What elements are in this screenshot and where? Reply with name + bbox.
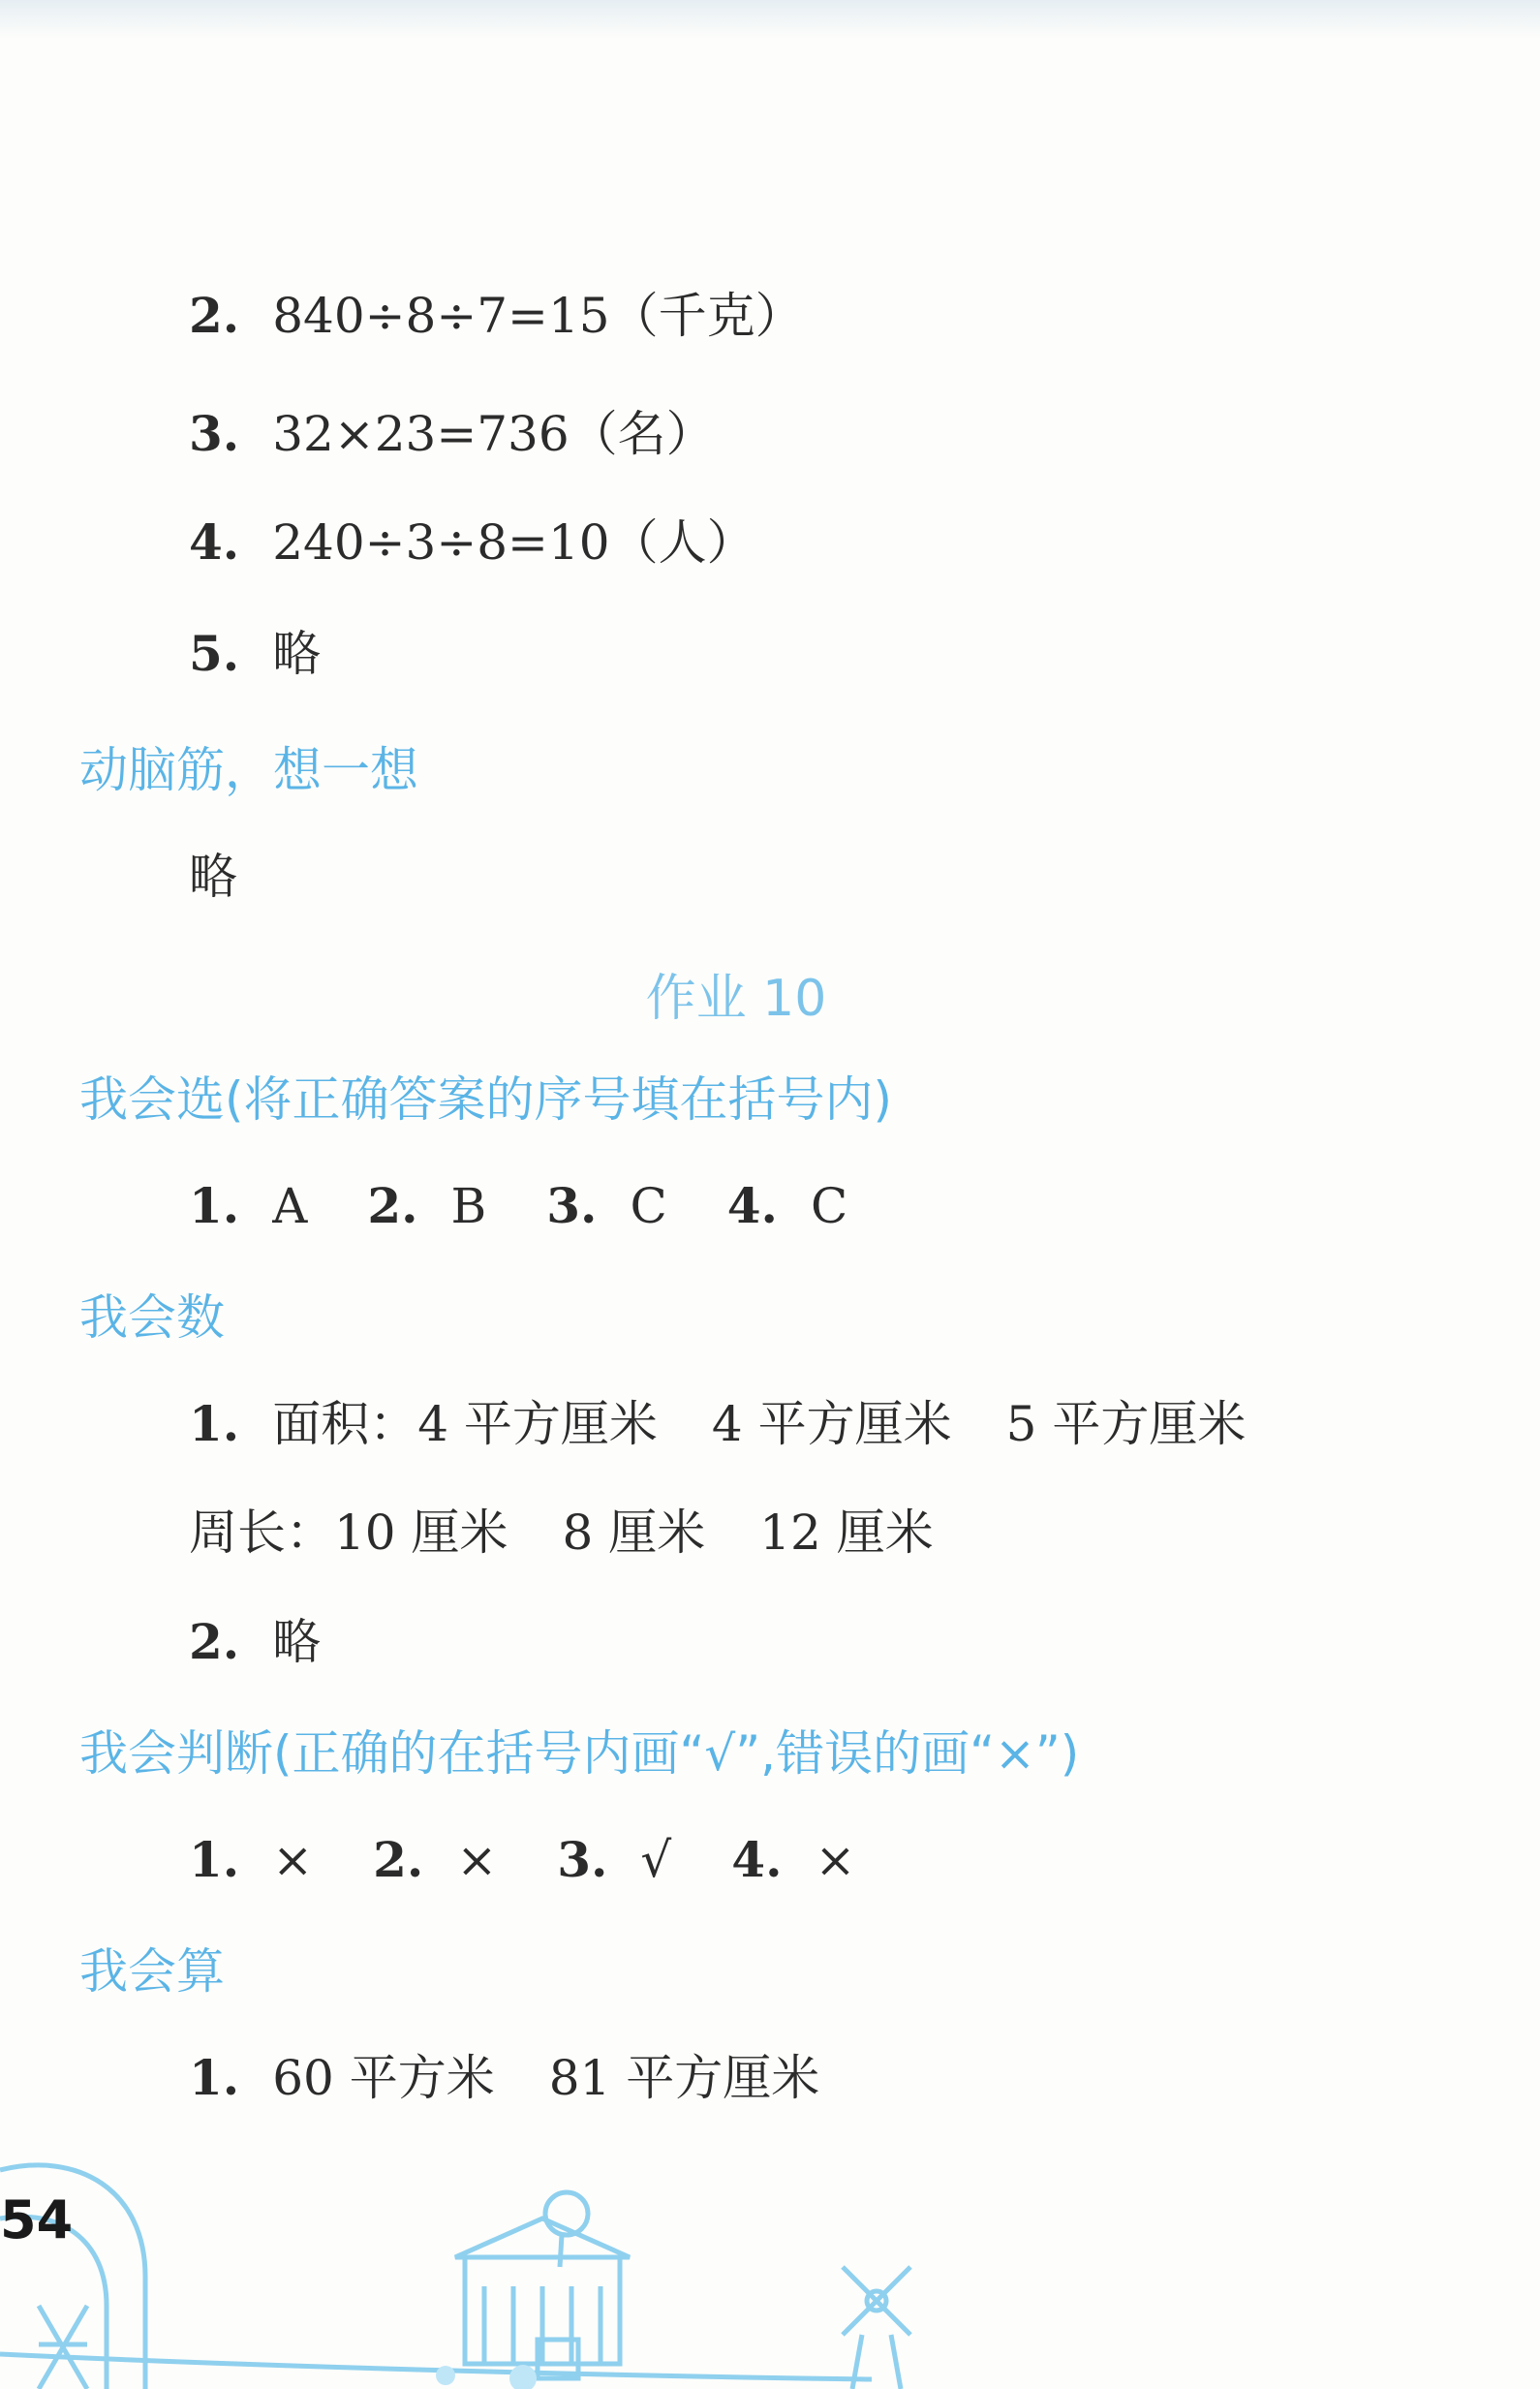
section-heading-judge: 我会判断(正确的在括号内画“√”,错误的画“×”) xyxy=(79,1725,1080,1782)
item-number: 2. xyxy=(189,287,240,344)
choice-item: 1. A xyxy=(189,1177,308,1234)
answer-text: 240÷3÷8=10（人） xyxy=(272,514,755,571)
answer-text: 840÷8÷7=15（千克） xyxy=(272,288,804,344)
answer-line-3 xyxy=(189,405,715,463)
answer-text: 略 xyxy=(272,1614,322,1670)
item-number: 3. xyxy=(189,405,240,462)
calc-value: 81 平方厘米 xyxy=(548,2050,820,2106)
judge-item: 2. × xyxy=(373,1831,498,1888)
section-heading-calc: 我会算 xyxy=(79,1943,225,2000)
area-label: 面积： xyxy=(272,1396,418,1452)
calc-item-1 xyxy=(189,2049,819,2107)
windmill-blades xyxy=(843,2267,910,2335)
item-number: 5. xyxy=(189,625,240,682)
judge-item: 4. × xyxy=(731,1831,856,1888)
item-number: 2. xyxy=(189,1613,240,1670)
top-edge-shadow xyxy=(0,0,1540,39)
section-heading-think: 动脑筋，想一想 xyxy=(79,742,418,798)
judge-item: 3. √ xyxy=(557,1831,672,1888)
footer-illustration xyxy=(0,2112,1540,2389)
perimeter-value: 8 厘米 xyxy=(562,1505,706,1561)
answer-line-4 xyxy=(189,513,755,572)
calc-value: 60 平方米 xyxy=(272,2050,495,2106)
answer-line-5 xyxy=(189,625,321,683)
choose-answers xyxy=(189,1177,908,1235)
item-number: 4. xyxy=(189,513,240,571)
answer-text: 32×23=736（名） xyxy=(272,406,715,462)
area-value: 4 平方厘米 xyxy=(711,1396,952,1452)
perimeter-label: 周长： xyxy=(189,1505,334,1561)
item-number: 1. xyxy=(189,2049,240,2106)
house-roof xyxy=(455,2218,630,2257)
judge-answers xyxy=(189,1831,915,1889)
page-number: 54 xyxy=(0,2189,74,2250)
section-heading-count: 我会数 xyxy=(79,1289,225,1346)
answer-line-2 xyxy=(189,287,804,345)
perimeter-line xyxy=(189,1504,934,1562)
choice-item: 4. C xyxy=(726,1177,848,1234)
area-value: 4 平方厘米 xyxy=(417,1396,658,1452)
think-answer: 略 xyxy=(189,849,237,905)
count-item-2 xyxy=(189,1613,321,1671)
choice-item: 3. C xyxy=(546,1177,667,1234)
perimeter-value: 12 厘米 xyxy=(759,1505,934,1561)
choice-item: 2. B xyxy=(367,1177,487,1234)
section-heading-choose: 我会选(将正确答案的序号填在括号内) xyxy=(79,1071,893,1128)
perimeter-value: 10 厘米 xyxy=(334,1505,508,1561)
area-value: 5 平方厘米 xyxy=(1005,1396,1247,1452)
item-number: 1. xyxy=(189,1395,240,1452)
judge-item: 1. × xyxy=(189,1831,314,1888)
homework-title: 作业 10 xyxy=(645,970,827,1028)
answer-text: 略 xyxy=(272,626,322,682)
area-line xyxy=(189,1395,1246,1453)
